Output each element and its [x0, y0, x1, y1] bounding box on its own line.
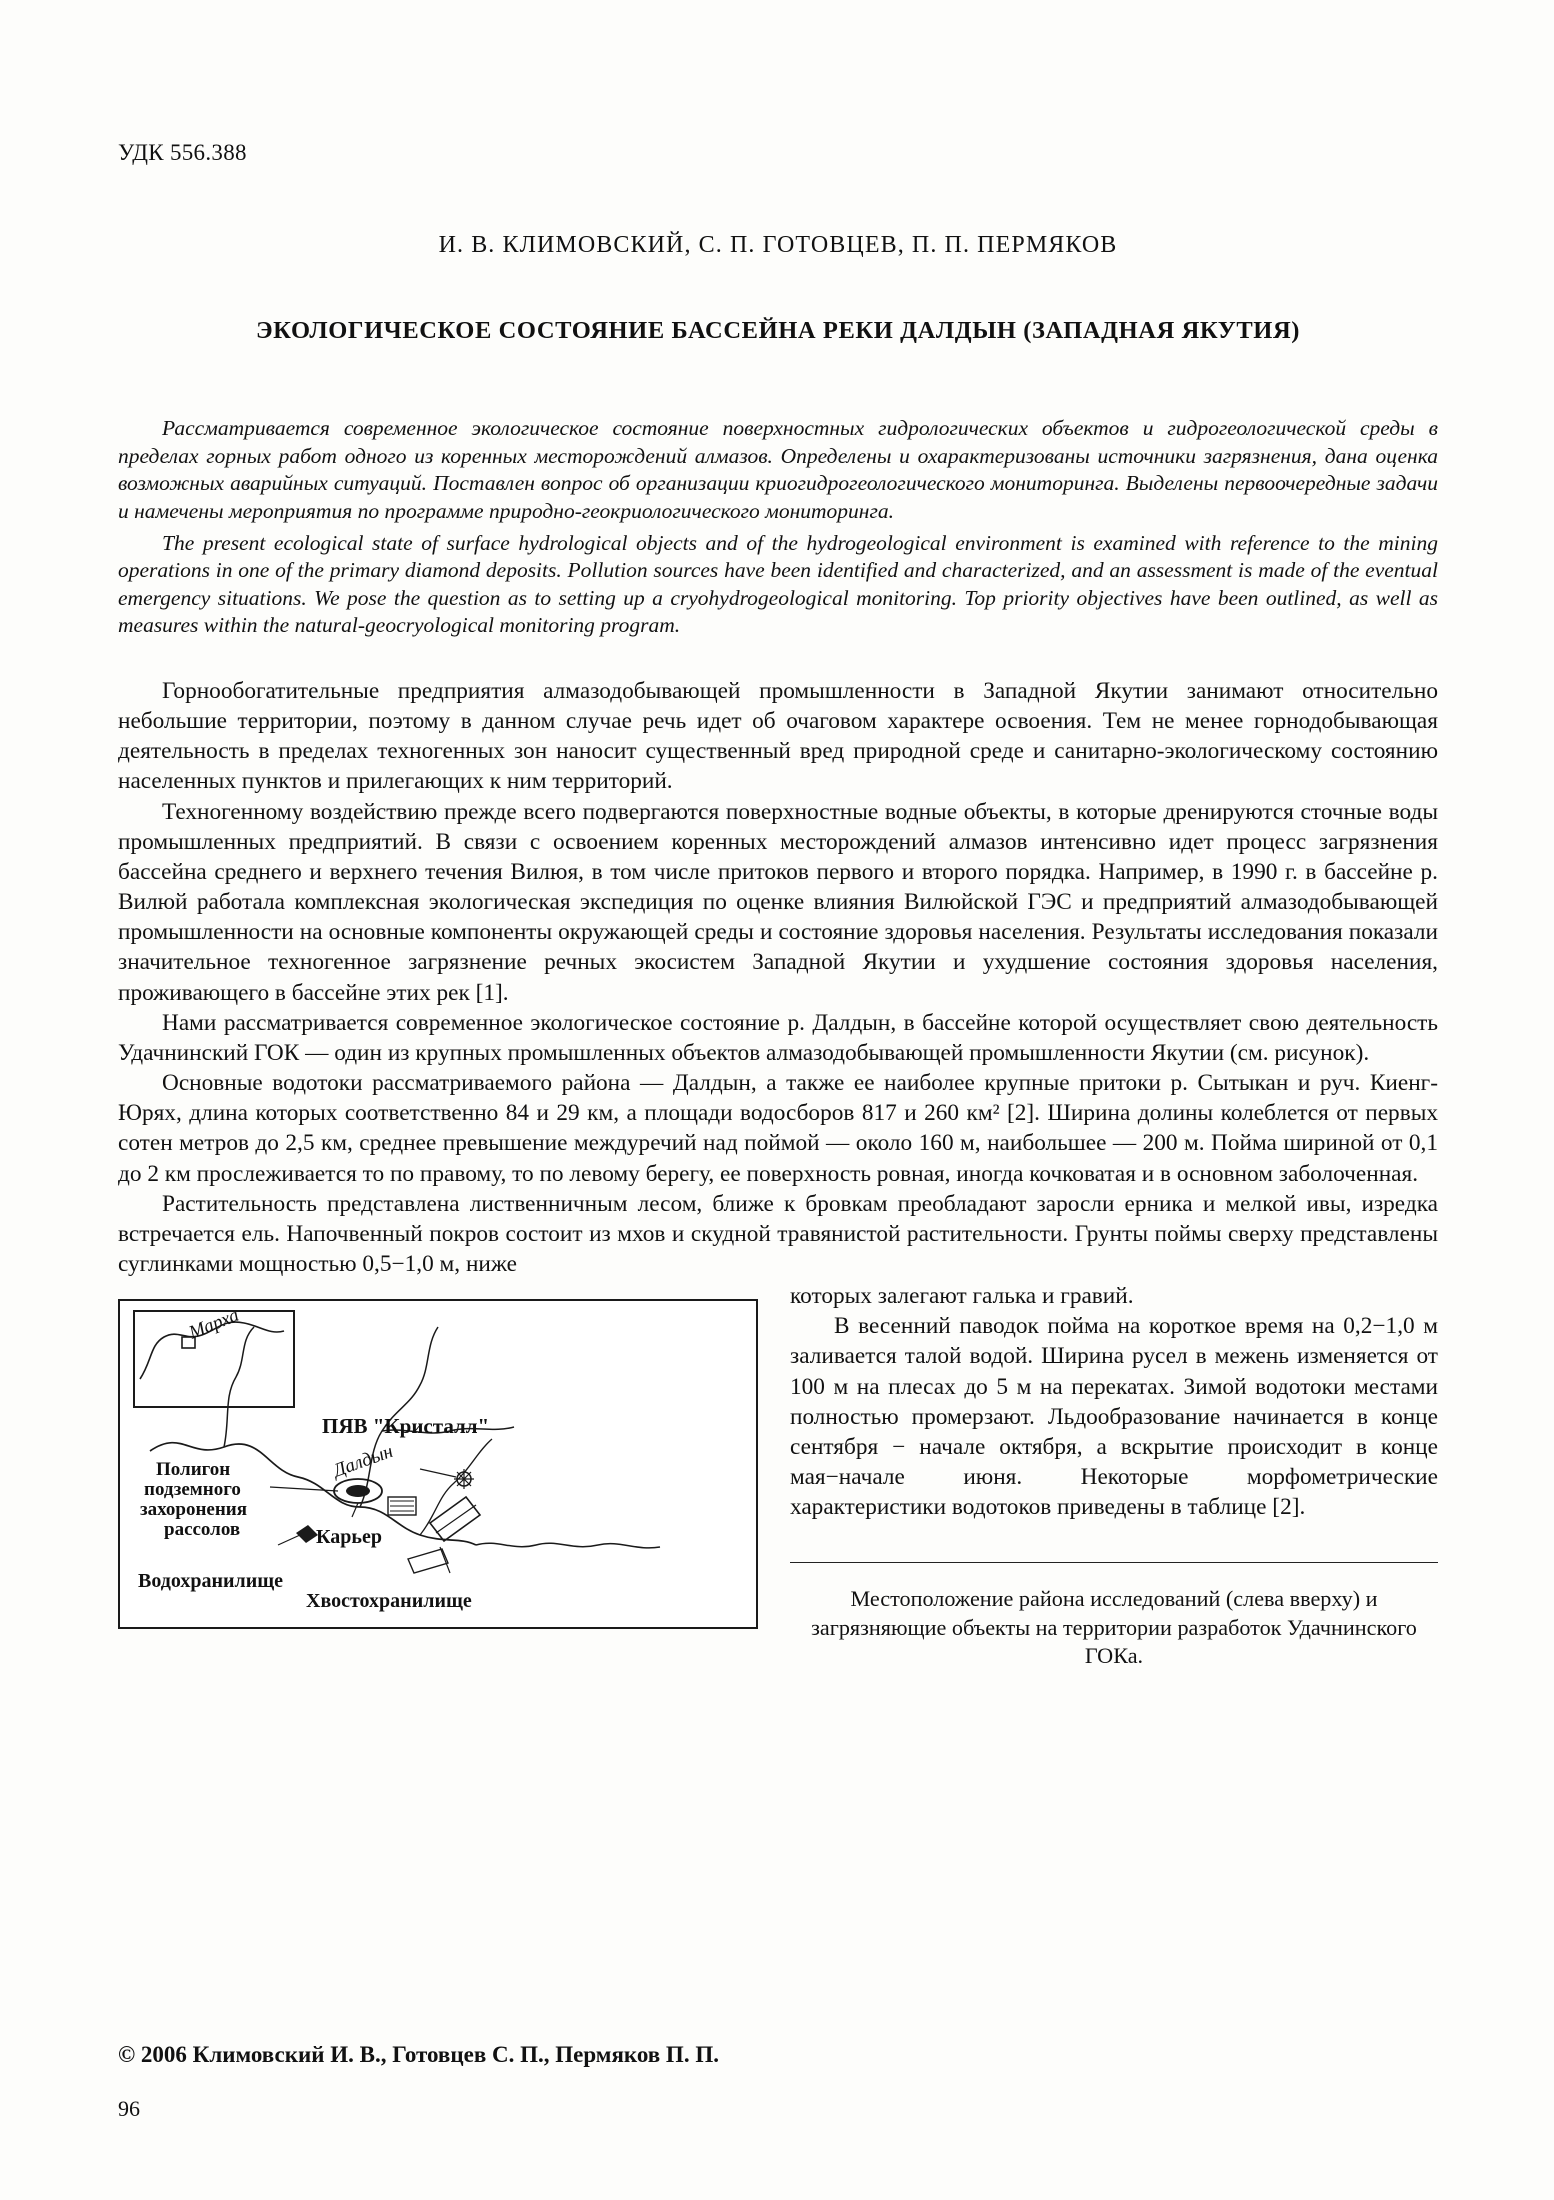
- label-poligon-l2: подземного: [144, 1479, 241, 1501]
- river-small-branch: [420, 1439, 492, 1535]
- page-number: 96: [118, 2096, 140, 2121]
- label-poligon-l4: рассолов: [164, 1519, 241, 1541]
- abstract-en-text: The present ecological state of surface hydrological objects and of the hydrogeological environment is examined with reference to the mining operations in one of the primary diamond deposits. Pollution sources have been identified and characterized, and an assessment is made of the eventual emergency situations. We pose the question as to setting up a cryohydrogeological monitoring. Top priority objectives have been outlined, as well as measures within the natural-geocryological monitoring program.: [118, 530, 1438, 638]
- reservoir-marker: [296, 1525, 318, 1543]
- leader-reservoir: [278, 1535, 300, 1545]
- body-paragraph-1: Горнообогатительные предприятия алмазодобывающей промышленности в Западной Якутии занимают относительно небольшие территории, поэтому в данном случае речь идет об очаговом характере освоения. Тем не менее горнодобывающая деятельность в пределах техногенных зон наносит существенный вред природной среде и санитарно-экологическому состоянию населенных пунктов и прилегающих к ним территорий.: [118, 678, 1438, 795]
- label-daldyn: Далдын: [330, 1440, 396, 1482]
- figure-frame: [118, 1299, 758, 1629]
- river-downstream: [476, 1543, 660, 1548]
- copyright-line: © 2006 Климовский И. В., Готовцев С. П., Пермяков П. П.: [118, 2042, 719, 2067]
- right-column-paragraph: В весенний паводок пойма на короткое время на 0,2−1,0 м заливается талой водой. Ширина русел в межень изменяется от 100 м на плесах до 5 м на перекатах. Зимой водотоки местами полностью промерзают. Льдообразование начинается в конце сентября − начале октября, а вскрытие происходит в конце мая−начале июня. Некоторые морфометрические характеристики водотоков приведены в таблице [2].: [790, 1313, 1438, 1521]
- tailings-dam-line: [436, 1505, 476, 1533]
- body-paragraph-2: Техногенному воздействию прежде всего подвергаются поверхностные водные объекты, в которые дренируются сточные воды промышленных предприятий. В связи с освоением коренных месторождений алмазов интенсивно идет процесс загрязнения бассейна среднего и верхнего течения Вилюя, в том числе притоков первого и второго порядка. Например, в 1990 г. в бассейне р. Вилюй работала комплексная экологическая экспедиция по оценке влияния Вилюйской ГЭС и предприятий алмазодобывающей промышленности на основные компоненты окружающей среды и состояние здоровья населения. Результаты исследования показали значительное техногенное загрязнение речных экосистем Западной Якутии и ухудшение состояния здоровья населения, проживающего в бассейне этих рек [1].: [118, 798, 1438, 1006]
- abstract-ru-text: Рассматривается современное экологическое состояние поверхностных гидрологических объектов и гидрогеологической среды в пределах горных работ одного из коренных месторождений алмазов. Определены и охарактеризованы источники загрязнения, дана оценка возможных аварийных ситуаций. Поставлен вопрос об организации криогидрогеологического мониторинга. Выделены первоочередные задачи и намечены мероприятия по программе природно-геокриологического мониторинга.: [118, 416, 1438, 523]
- page-content: [118, 140, 1438, 1671]
- right-column: [790, 1281, 1438, 1670]
- quarry-fill: [346, 1485, 370, 1497]
- label-vodohranilishche: Водохранилище: [138, 1570, 284, 1593]
- label-poligon-l3: захоронения: [140, 1499, 248, 1521]
- leader-poligon: [270, 1487, 338, 1491]
- abstract-ru: [118, 415, 1438, 526]
- caption-divider: [790, 1562, 1438, 1563]
- body-text: [118, 676, 1438, 1279]
- map-drawing: [120, 1301, 756, 1627]
- body-paragraph-3: Нами рассматривается современное экологическое состояние р. Далдын, в бассейне которой осуществляет свою деятельность Удачнинский ГОК — один из крупных промышленных объектов алмазодобывающей промышленности Якутии (см. рисунок).: [118, 1009, 1438, 1066]
- udk-code: УДК 556.388: [118, 140, 247, 165]
- figure-and-text-section: [118, 1281, 1438, 1670]
- pyav-marker: [454, 1469, 474, 1489]
- figure-caption: Местоположение района исследований (слева вверху) и загрязняющие объекты на территории разработок Удачнинского ГОКа.: [811, 1586, 1417, 1669]
- paper-title: ЭКОЛОГИЧЕСКОЕ СОСТОЯНИЕ БАССЕЙНА РЕКИ ДАЛДЫН (ЗАПАДНАЯ ЯКУТИЯ): [255, 317, 1301, 344]
- label-marha: Марха: [186, 1304, 242, 1344]
- label-poligon-group: [140, 1459, 247, 1540]
- figure-map: [118, 1299, 758, 1629]
- leader-karier: [352, 1503, 358, 1517]
- body-paragraph-4: Основные водотоки рассматриваемого района — Далдын, а также ее наиболее крупные притоки р. Сытыкан и руч. Киенг-Юрях, длина которых соответственно 84 и 29 км, а площади водосборов 817 и 260 км² [2]. Ширина долины колеблется от первых сотен метров до 2,5 км, среднее превышение междуречий над поймой — около 160 м, наибольшее — 200 м. Пойма шириной от 0,1 до 2 км прослеживается то по правому, то по левому берегу, ее поверхность ровная, иногда кочковатая и в основном заболоченная.: [118, 1070, 1438, 1187]
- leader-hvost: [440, 1547, 450, 1573]
- authors-line: И. В. КЛИМОВСКИЙ, С. П. ГОТОВЦЕВ, П. П. ПЕРМЯКОВ: [438, 232, 1118, 258]
- label-pyav: ПЯВ "Кристалл": [322, 1414, 490, 1439]
- label-hvostohranilishche: Хвостохранилище: [306, 1590, 472, 1613]
- river-branch-north: [224, 1327, 254, 1447]
- body-paragraph-5: Растительность представлена лиственничным лесом, ближе к бровкам преобладают заросли ерника и мелкой ивы, изредка встречается ель. Напочвенный покров состоит из мхов и скудной травянистой растительности. Грунты поймы сверху представлены суглинками мощностью 0,5−1,0 м, ниже: [118, 1190, 1438, 1277]
- tailings-hatch: [390, 1501, 414, 1511]
- right-column-lead: которых залегают галька и гравий.: [790, 1283, 1134, 1310]
- abstract-en: [118, 530, 1438, 641]
- label-karier: Карьер: [316, 1526, 382, 1549]
- label-poligon-l1: Полигон: [156, 1459, 231, 1481]
- leader-pyav: [420, 1469, 456, 1477]
